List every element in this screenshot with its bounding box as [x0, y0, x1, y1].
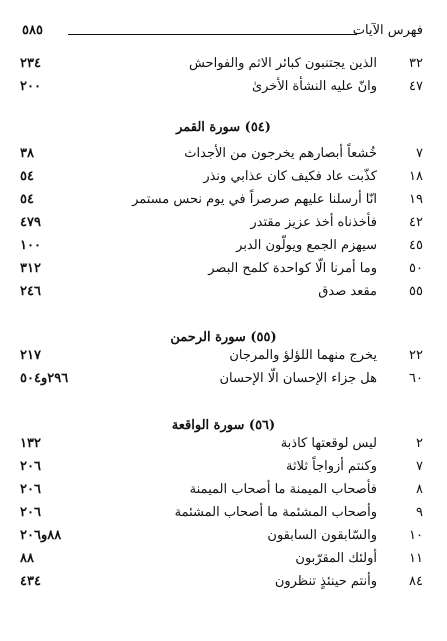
page-reference: ٢٠٦: [20, 505, 41, 520]
page-reference: ٣١٢: [20, 261, 41, 276]
verse-text: هل جزاء الإحسان الّا الإحسان: [219, 371, 377, 386]
page-reference: ٢٠٦: [20, 482, 41, 497]
index-row: [20, 526, 423, 549]
verse-text: ليس لوقعتها كاذبة: [280, 436, 377, 451]
index-row: [20, 369, 423, 392]
page-reference: ٥٤: [20, 192, 34, 207]
verse-number: ٩: [416, 505, 423, 520]
index-row: [20, 144, 423, 167]
verse-number: ٦٠: [409, 371, 423, 386]
verse-number: ٤٧: [409, 79, 423, 94]
verse-text: خُشعاً أبصارهم يخرجون من الأجداث: [184, 146, 377, 161]
surah-heading: (٥٥) سورة الرحمن: [170, 330, 277, 345]
page-header: [22, 22, 423, 42]
verse-number: ٣٢: [409, 56, 423, 71]
verse-text: فأخذناه أخذ عزيز مقتدر: [250, 215, 377, 230]
continuation-block: [20, 54, 423, 100]
verse-number: ١٠: [409, 528, 423, 543]
verse-number: ٤٢: [409, 215, 423, 230]
page-reference: ٣٨: [20, 146, 34, 161]
index-row: [20, 213, 423, 236]
verse-text: الذين يجتنبون كبائر الاثم والفواحش: [188, 56, 377, 71]
verse-text: وأصحاب المشئمة ما أصحاب المشئمة: [174, 505, 377, 520]
page-reference: ١٠٠: [20, 238, 41, 253]
surah-heading: (٥٤) سورة القمر: [176, 120, 271, 135]
verse-text: وما أمرنا الّا كواحدة كلمح البصر: [208, 261, 377, 276]
surah-heading: (٥٦) سورة الواقعة: [171, 418, 276, 433]
header-page-number: ٥٨٥: [22, 23, 43, 38]
verse-number: ٨٤: [409, 574, 423, 589]
verse-number: ٢٢: [409, 348, 423, 363]
header-title: فهرس الآيات: [352, 23, 423, 38]
verse-text: انّا أرسلنا عليهم صرصراً في يوم نحس مستمر: [132, 192, 377, 207]
surah-block-qamar: [20, 144, 423, 305]
index-row: [20, 346, 423, 369]
verse-text: وكنتم أزواجاً ثلاثة: [286, 459, 377, 474]
verse-number: ٤٥: [409, 238, 423, 253]
verse-number: ٢: [416, 436, 423, 451]
page-reference: ٢٣٤: [20, 56, 41, 71]
verse-number: ١٨: [409, 169, 423, 184]
verse-text: والسّابقون السابقون: [267, 528, 377, 543]
index-row: [20, 457, 423, 480]
index-row: [20, 503, 423, 526]
verse-text: كذّبت عاد فكيف كان عذابي ونذر: [203, 169, 377, 184]
surah-block-rahman: [20, 346, 423, 392]
page-reference: ١٣٢: [20, 436, 41, 451]
verse-text: مقعد صدق: [318, 284, 377, 299]
page-reference: ٤٧٩: [20, 215, 41, 230]
page-reference: ٨٨و٢٠٦: [20, 528, 62, 543]
verse-text: أولئك المقرّبون: [295, 551, 377, 566]
verse-number: ٨: [416, 482, 423, 497]
index-row: [20, 259, 423, 282]
verse-text: فأصحاب الميمنة ما أصحاب الميمنة: [189, 482, 377, 497]
index-row: [20, 549, 423, 572]
page-reference: ٢٠٠: [20, 79, 41, 94]
index-row: [20, 480, 423, 503]
verse-number: ٥٥: [409, 284, 423, 299]
verse-text: سيهزم الجمع ويولّون الدبر: [236, 238, 377, 253]
index-row: [20, 77, 423, 100]
header-rule: [68, 34, 357, 35]
index-row: [20, 572, 423, 595]
verse-text: وأنتم حينئذٍ تنظرون: [274, 574, 377, 589]
verse-number: ٥٠: [409, 261, 423, 276]
verse-number: ١٩: [409, 192, 423, 207]
index-row: [20, 282, 423, 305]
page-reference: ٢١٧: [20, 348, 41, 363]
surah-block-waqia: [20, 434, 423, 595]
index-row: [20, 54, 423, 77]
index-row: [20, 190, 423, 213]
index-row: [20, 236, 423, 259]
page-reference: ٨٨: [20, 551, 34, 566]
page-reference: ٢٠٦: [20, 459, 41, 474]
index-row: [20, 434, 423, 457]
page-reference: ٢٩٦و٥٠٤: [20, 371, 69, 386]
index-row: [20, 167, 423, 190]
verse-text: وانّ عليه النشأة الأخرىٰ: [251, 79, 377, 94]
verse-number: ١١: [409, 551, 423, 566]
verse-text: يخرج منهما اللؤلؤ والمرجان: [229, 348, 377, 363]
page-reference: ٢٤٦: [20, 284, 41, 299]
page-reference: ٤٣٤: [20, 574, 41, 589]
verse-number: ٧: [416, 459, 423, 474]
page-reference: ٥٤: [20, 169, 34, 184]
verse-number: ٧: [416, 146, 423, 161]
